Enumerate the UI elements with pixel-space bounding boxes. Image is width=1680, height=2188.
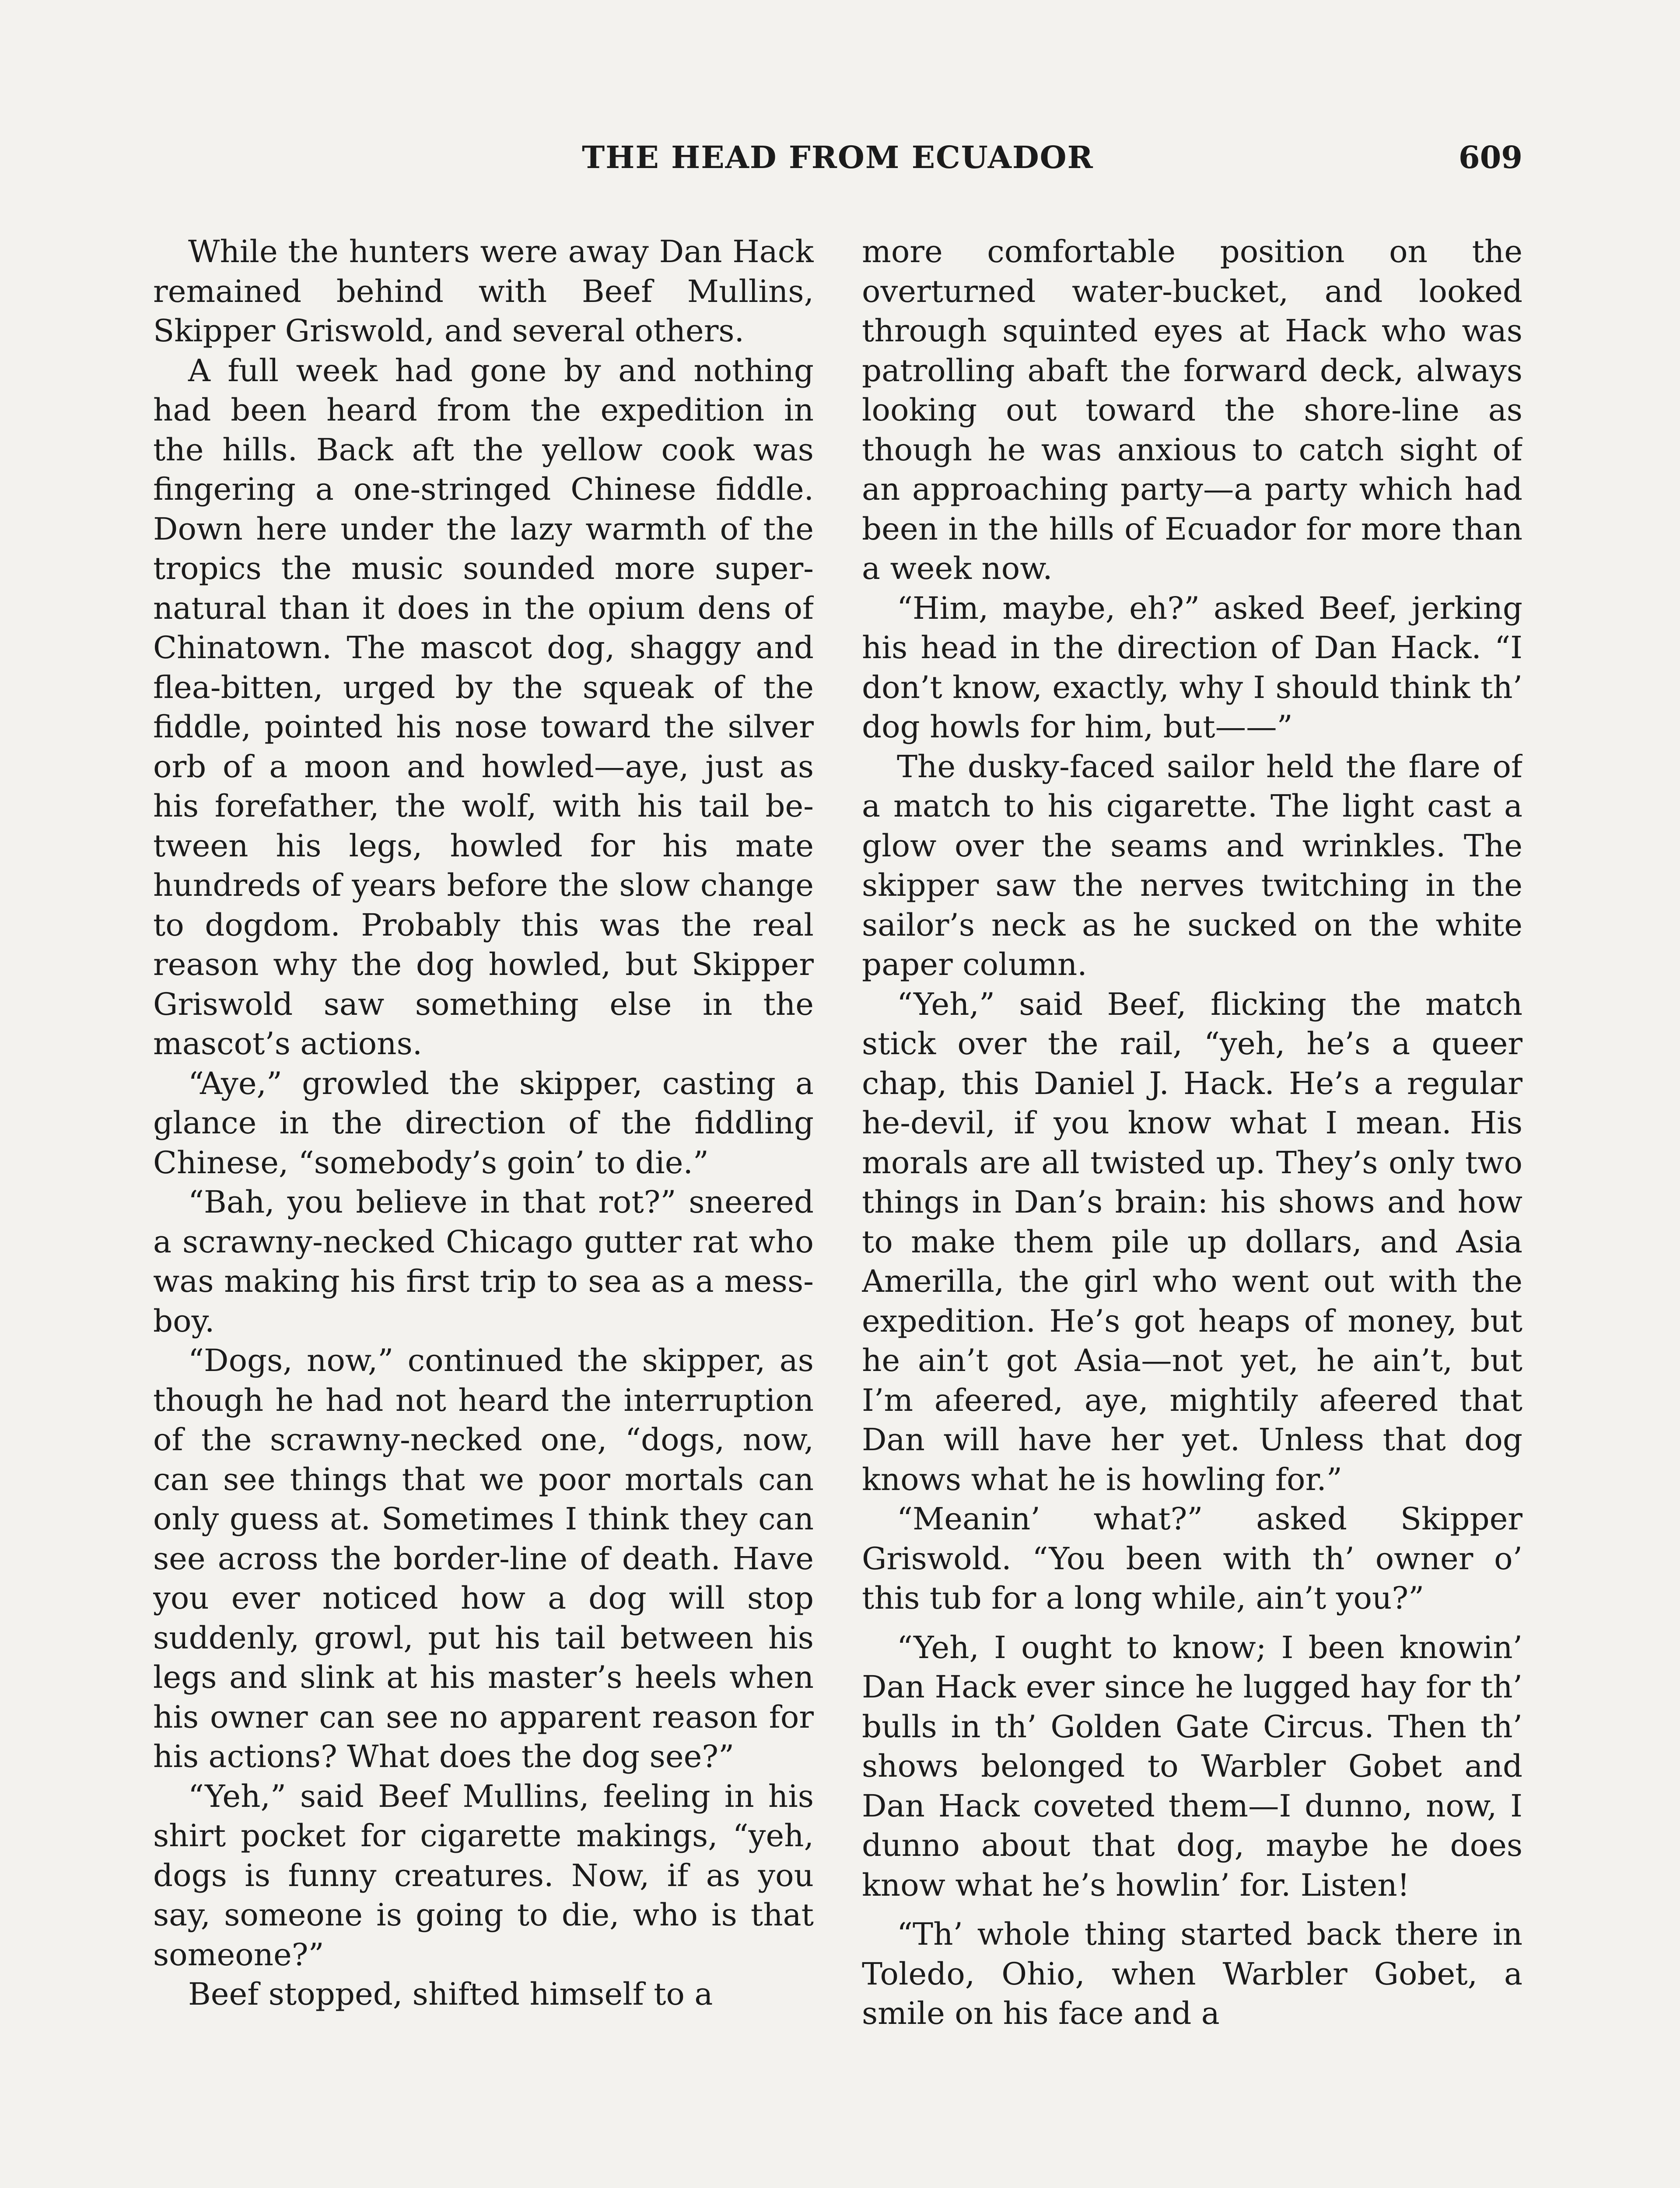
page-number: 609 — [1458, 139, 1522, 175]
paragraph: “Dogs, now,” continued the skipper, as though he had not heard the interruption of the scrawny-necked one, “dogs, now, can see things that we poor mortals can only guess at. Sometimes I think they can see across the border-line of death. Have you ever noticed how a dog will stop suddenly, growl, put his tail between his legs and slink at his master’s heels when his owner can see no apparent reason for his actions? What does the dog see?” — [153, 1343, 814, 1774]
paragraph: “Aye,” growled the skipper, casting a glance in the direction of the fiddling Chinese, “somebody’s goin’ to die.” — [153, 1065, 814, 1181]
right-column — [862, 232, 1522, 2188]
paragraph: “Bah, you believe in that rot?” sneered a scrawny-necked Chicago gutter rat who was making his first trip to sea as a mess-boy. — [153, 1184, 814, 1339]
paragraph: “Yeh, I ought to know; I been knowin’ Dan Hack ever since he lugged hay for th’ bulls in th’ Golden Gate Circus. Then th’ shows belonged to Warbler Gobet and Dan Hack coveted them—I dunno, now, I dunno about that dog, maybe he does know what he’s howlin’ for. Listen! — [862, 1629, 1522, 1903]
paragraph: more comfortable position on the overturned water-bucket, and looked through squinted eyes at Hack who was patrolling abaft the forward deck, always looking out toward the shore-line as though he was anxious to catch sight of an approaching party—a party which had been in the hills of Ecuador for more than a week now. — [862, 234, 1522, 586]
running-title: THE HEAD FROM ECUADOR — [582, 139, 1094, 175]
paragraph: Beef stopped, shifted himself to a — [188, 1976, 713, 2012]
paragraph: “Th’ whole thing started back there in Toledo, Ohio, when Warbler Gobet, a smile on his face and a — [862, 1916, 1522, 2031]
left-column — [153, 232, 814, 2188]
paragraph: “Yeh,” said Beef, flicking the match stick over the rail, “yeh, he’s a queer chap, this Daniel J. Hack. He’s a regular he-devil, if you know what I mean. His morals are all twisted up. They’s only two things in Dan’s brain: his shows and how to make them pile up dollars, and Asia Amerilla, the girl who went out with the expedition. He’s got heaps of money, but he ain’t got Asia—not yet, he ain’t, but I’m afeered, aye, mightily afeered that Dan will have her yet. Unless that dog knows what he is howling for.” — [862, 986, 1522, 1497]
paragraph: “Meanin’ what?” asked Skipper Griswold. “You been with th’ owner o’ this tub for a long while, ain’t you?” — [862, 1501, 1522, 1616]
paragraph: The dusky-faced sailor held the flare of a match to his cigarette. The light cast a glow over the seams and wrinkles. The skipper saw the nerves twitching in the sailor’s neck as he sucked on the white paper column. — [862, 748, 1522, 982]
paragraph: A full week had gone by and nothing had been heard from the expedition in the hills. Back aft the yellow cook was fingering a one-stringed Chinese fiddle. Down here under the lazy warmth of the tropics the music sounded more supernatural than it does in the opium dens of Chinatown. The mascot dog, shaggy and flea-bitten, urged by the squeak of the fiddle, pointed his nose toward the silver orb of a moon and howled—aye, just as his forefather, the wolf, with his tail between his legs, howled for his mate hundreds of years before the slow change to dogdom. Probably this was the real reason why the dog howled, but Skipper Griswold saw something else in the mascot’s actions. — [153, 352, 814, 1062]
paragraph: “Him, maybe, eh?” asked Beef, jerking his head in the direction of Dan Hack. “I don’t know, exactly, why I should think th’ dog howls for him, but——” — [862, 590, 1522, 745]
running-head — [153, 139, 1522, 183]
paragraph: “Yeh,” said Beef Mullins, feeling in his shirt pocket for cigarette makings, “yeh, dogs is funny creatures. Now, if as you say, someone is going to die, who is that someone?” — [153, 1778, 814, 1973]
paragraph: While the hunters were away Dan Hack remained behind with Beef Mullins, Skipper Griswold, and several others. — [153, 234, 814, 349]
